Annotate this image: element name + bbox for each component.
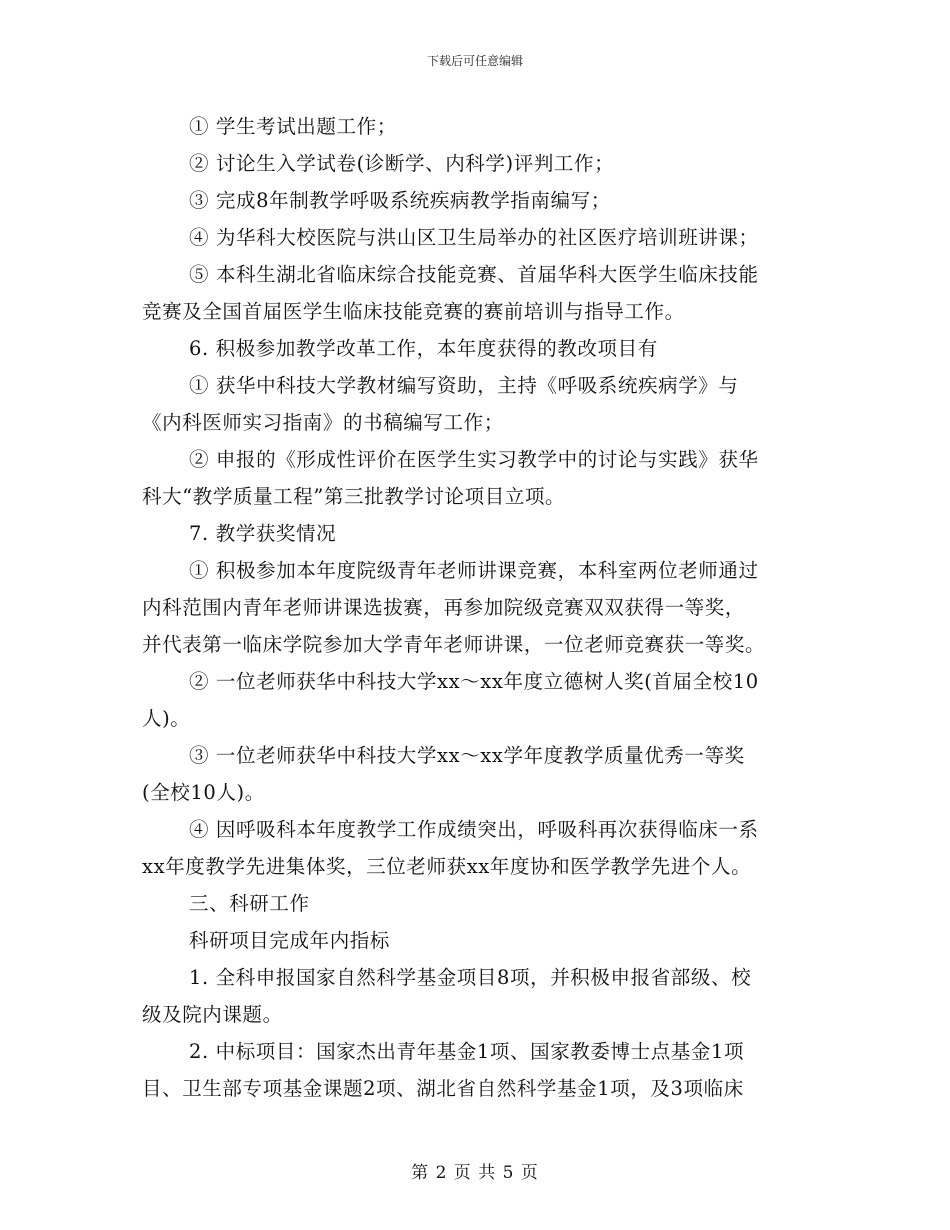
page-footer: 第 2 页 共 5 页 — [411, 1163, 539, 1183]
paragraph: 1. 全科申报国家自然科学基金项目8项，并积极申报省部级、校 — [189, 966, 752, 989]
paragraph-continuation: (全校10人)。 — [142, 781, 265, 804]
paragraph-continuation: 科大“教学质量工程”第三批教学讨论项目立项。 — [142, 485, 566, 508]
paragraph: ③ 一位老师获华中科技大学xx～xx学年度教学质量优秀一等奖 — [189, 744, 745, 767]
page-header: 下载后可任意编辑 — [426, 54, 523, 68]
paragraph: ⑤ 本科生湖北省临床综合技能竞赛、首届华科大医学生临床技能 — [189, 263, 759, 286]
paragraph: 三、科研工作 — [189, 892, 310, 915]
paragraph: ① 获华中科技大学教材编写资助，主持《呼吸系统疾病学》与 — [189, 374, 739, 397]
paragraph: ② 讨论生入学试卷(诊断学、内科学)评判工作； — [189, 152, 615, 175]
paragraph: ② 申报的《形成性评价在医学生实习教学中的讨论与实践》获华 — [189, 448, 759, 471]
paragraph-continuation: 《内科医师实习指南》的书稿编写工作； — [142, 411, 504, 434]
paragraph-continuation: 内科范围内青年老师讲课选拔赛，再参加院级竞赛双双获得一等奖， — [142, 596, 746, 619]
paragraph-continuation: 竞赛及全国首届医学生临床技能竞赛的赛前培训与指导工作。 — [142, 300, 685, 323]
paragraph-continuation: 并代表第一临床学院参加大学青年老师讲课，一位老师竞赛获一等奖。 — [142, 633, 766, 656]
paragraph: ③ 完成8年制教学呼吸系统疾病教学指南编写； — [189, 189, 611, 212]
paragraph: ④ 为华科大校医院与洪山区卫生局举办的社区医疗培训班讲课； — [189, 226, 759, 249]
paragraph: 2. 中标项目：国家杰出青年基金1项、国家教委博士点基金1项 — [189, 1040, 745, 1063]
paragraph: 7. 教学获奖情况 — [189, 522, 337, 545]
paragraph: ① 积极参加本年度院级青年老师讲课竞赛，本科室两位老师通过 — [189, 559, 759, 582]
paragraph-continuation: xx年度教学先进集体奖，三位老师获xx年度协和医学教学先进个人。 — [142, 855, 752, 878]
document-body — [142, 108, 808, 1107]
paragraph: 科研项目完成年内指标 — [189, 929, 391, 952]
paragraph-continuation: 级及院内课题。 — [142, 1003, 283, 1026]
paragraph: ① 学生考试出题工作； — [189, 115, 397, 138]
paragraph-continuation: 目、卫生部专项基金课题2项、湖北省自然科学基金1项，及3项临床 — [142, 1077, 744, 1100]
paragraph: ④ 因呼吸科本年度教学工作成绩突出，呼吸科再次获得临床一系 — [189, 818, 759, 841]
paragraph: ② 一位老师获华中科技大学xx～xx年度立德树人奖(首届全校10 — [189, 670, 759, 693]
paragraph: 6. 积极参加教学改革工作，本年度获得的教改项目有 — [189, 337, 658, 360]
paragraph-continuation: 人)。 — [142, 707, 191, 730]
